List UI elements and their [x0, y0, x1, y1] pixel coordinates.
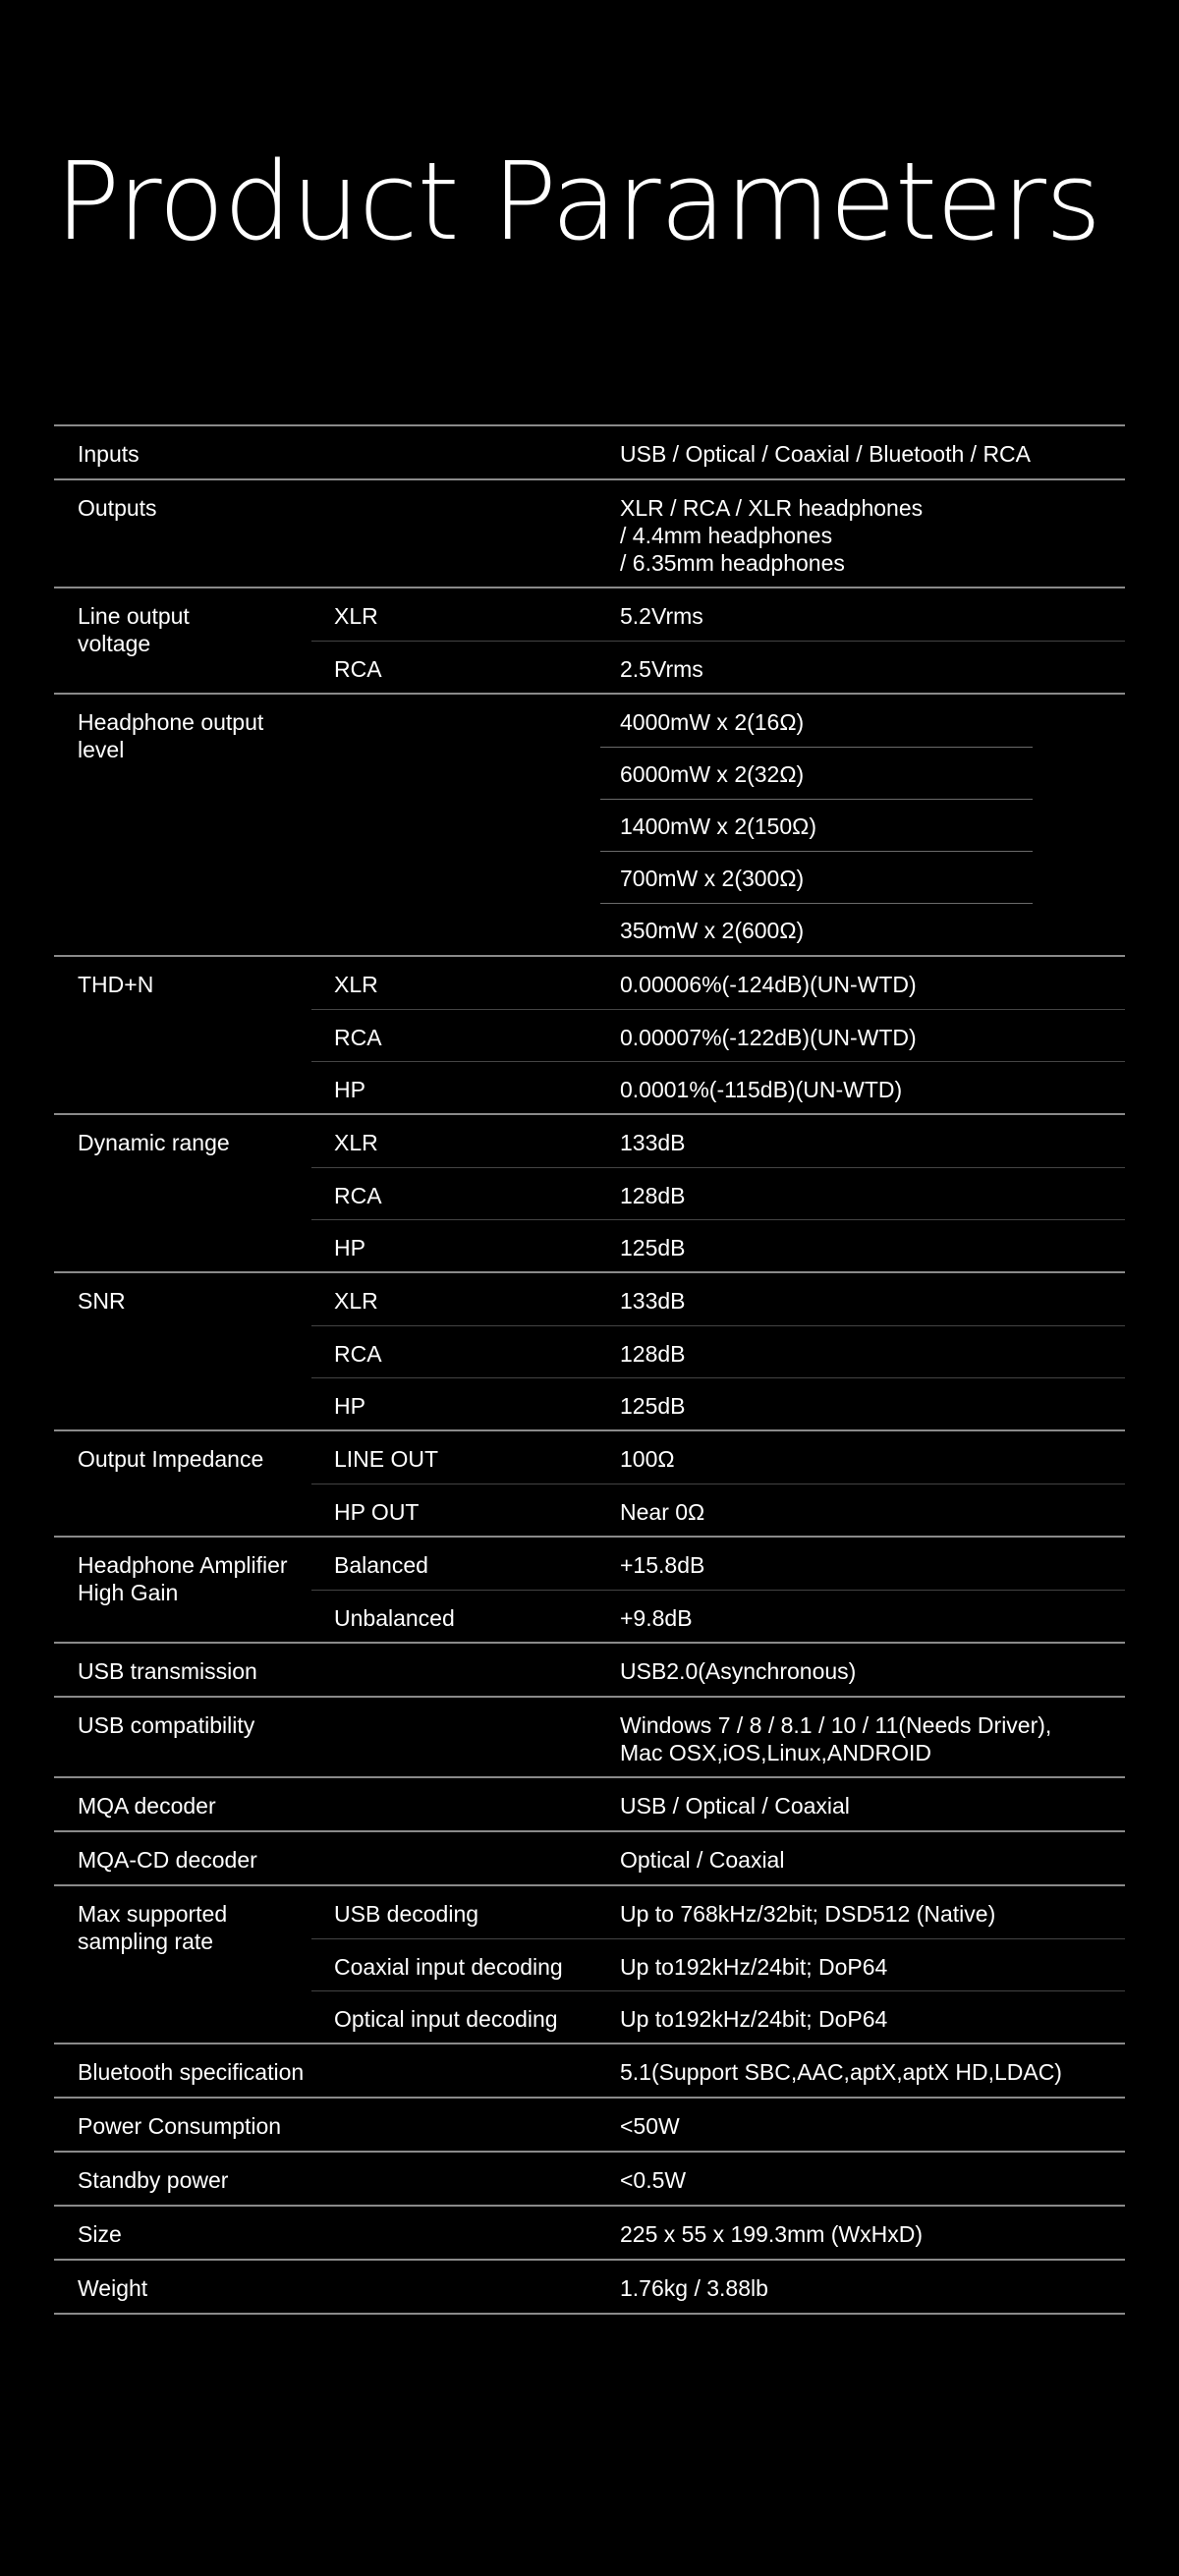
- spec-sub-label: RCA: [334, 656, 382, 682]
- spec-row: [311, 799, 1125, 851]
- spec-rows: [311, 480, 1125, 587]
- spec-row: [311, 1325, 1125, 1377]
- spec-rows: [311, 1431, 1125, 1536]
- spec-sub-label: XLR: [334, 603, 378, 629]
- spec-rows: [311, 2044, 1125, 2097]
- spec-group: [54, 2099, 1125, 2153]
- spec-param-label: MQA decoder: [78, 1793, 216, 1819]
- spec-rows: [311, 1832, 1125, 1884]
- spec-row: [311, 1832, 1125, 1884]
- spec-row: [311, 2261, 1125, 2313]
- spec-group: [54, 1273, 1125, 1431]
- spec-row: [311, 2153, 1125, 2205]
- spec-sub-label: [311, 2207, 600, 2259]
- spec-value: Up to192kHz/24bit; DoP64: [620, 1954, 888, 1980]
- spec-value: 225 x 55 x 199.3mm (WxHxD): [620, 2221, 924, 2247]
- spec-value: Up to 768kHz/32bit; DSD512 (Native): [620, 1901, 996, 1927]
- spec-row: [311, 426, 1125, 478]
- spec-param-label: Standby power: [78, 2167, 229, 2193]
- spec-value: 128dB: [620, 1183, 686, 1208]
- spec-rows: [311, 957, 1125, 1113]
- spec-rows: [311, 1778, 1125, 1830]
- spec-param-label: Line output voltage: [78, 603, 190, 656]
- spec-value: Up to192kHz/24bit; DoP64: [620, 2006, 888, 2032]
- spec-row: [311, 695, 1125, 747]
- spec-value: 128dB: [620, 1341, 686, 1367]
- spec-group: [54, 2153, 1125, 2207]
- spec-value: 4000mW x 2(16Ω): [620, 709, 805, 735]
- spec-group: [54, 957, 1125, 1115]
- spec-row: [311, 957, 1125, 1009]
- spec-group: [54, 2044, 1125, 2099]
- spec-row: [311, 1644, 1125, 1696]
- spec-value: Windows 7 / 8 / 8.1 / 10 / 11(Needs Driver), Mac OSX,iOS,Linux,ANDROID: [620, 1712, 1052, 1765]
- spec-group: [54, 1886, 1125, 2044]
- spec-value: 350mW x 2(600Ω): [620, 918, 805, 943]
- spec-row: [311, 851, 1125, 903]
- spec-param-label: Dynamic range: [78, 1130, 230, 1155]
- spec-rows: [311, 1886, 1125, 2043]
- spec-table: [54, 424, 1125, 2315]
- spec-value: 6000mW x 2(32Ω): [620, 761, 805, 787]
- spec-rows: [311, 1538, 1125, 1642]
- spec-rows: [311, 426, 1125, 478]
- spec-param-label: Max supported sampling rate: [78, 1901, 228, 1954]
- spec-rows: [311, 1115, 1125, 1271]
- spec-value: 5.1(Support SBC,AAC,aptX,aptX HD,LDAC): [620, 2059, 1062, 2085]
- spec-group: [54, 695, 1125, 957]
- spec-row: [311, 1886, 1125, 1938]
- spec-sub-label: RCA: [334, 1025, 382, 1050]
- spec-row: [311, 1115, 1125, 1167]
- spec-group: [54, 1698, 1125, 1778]
- spec-param-label: USB transmission: [78, 1658, 257, 1684]
- spec-value: USB2.0(Asynchronous): [620, 1658, 857, 1684]
- spec-sub-label: [311, 480, 600, 587]
- spec-param-label: Power Consumption: [78, 2113, 282, 2139]
- spec-sub-label: XLR: [334, 972, 378, 997]
- spec-sub-label: [311, 799, 600, 851]
- spec-sub-label: [311, 2044, 600, 2097]
- spec-value: 125dB: [620, 1393, 686, 1419]
- spec-row: [311, 1431, 1125, 1484]
- spec-param-label: Headphone output level: [78, 709, 264, 762]
- spec-sub-label: Unbalanced: [334, 1605, 455, 1631]
- spec-sub-label: RCA: [334, 1341, 382, 1367]
- spec-group: [54, 2261, 1125, 2315]
- spec-param-label: MQA-CD decoder: [78, 1847, 257, 1873]
- spec-sub-label: [311, 2099, 600, 2151]
- spec-row: [311, 1778, 1125, 1830]
- spec-param-label: Headphone Amplifier High Gain: [78, 1552, 288, 1605]
- spec-value: USB / Optical / Coaxial: [620, 1793, 850, 1819]
- spec-row: [311, 747, 1125, 799]
- spec-row: [311, 1698, 1125, 1776]
- spec-rows: [311, 2153, 1125, 2205]
- spec-group: [54, 588, 1125, 695]
- spec-sub-label: [311, 2153, 600, 2205]
- spec-row: [311, 1538, 1125, 1590]
- spec-group: [54, 426, 1125, 480]
- spec-row: [311, 1273, 1125, 1325]
- spec-sub-label: [311, 1778, 600, 1830]
- spec-sub-label: [311, 1698, 600, 1776]
- spec-value: 1.76kg / 3.88lb: [620, 2275, 768, 2301]
- spec-sub-label: [311, 903, 600, 955]
- spec-row: [311, 2044, 1125, 2097]
- spec-group: [54, 1538, 1125, 1644]
- spec-sub-label: [311, 695, 600, 747]
- spec-value: <0.5W: [620, 2167, 687, 2193]
- spec-sub-label: Optical input decoding: [334, 2006, 558, 2032]
- spec-sub-label: USB decoding: [334, 1901, 479, 1927]
- spec-sub-label: HP: [334, 1393, 365, 1419]
- spec-value: 100Ω: [620, 1446, 675, 1472]
- spec-row: [311, 1061, 1125, 1113]
- spec-sub-label: HP: [334, 1235, 365, 1260]
- spec-row: [311, 641, 1125, 693]
- spec-sub-label: [311, 2261, 600, 2313]
- spec-group: [54, 1431, 1125, 1538]
- spec-sub-label: XLR: [334, 1288, 378, 1314]
- page-title: Product Parameters: [55, 139, 1101, 264]
- spec-rows: [311, 695, 1125, 955]
- spec-value: +9.8dB: [620, 1605, 693, 1631]
- spec-row: [311, 1484, 1125, 1536]
- spec-value: 0.00006%(-124dB)(UN-WTD): [620, 972, 917, 997]
- spec-sub-label: HP: [334, 1077, 365, 1102]
- spec-row: [311, 1219, 1125, 1271]
- spec-value: 0.00007%(-122dB)(UN-WTD): [620, 1025, 917, 1050]
- spec-value: XLR / RCA / XLR headphones / 4.4mm headphones / 6.35mm headphones: [620, 495, 924, 576]
- spec-value: 125dB: [620, 1235, 686, 1260]
- spec-sub-label: [311, 1644, 600, 1696]
- spec-value: 0.0001%(-115dB)(UN-WTD): [620, 1077, 903, 1102]
- spec-group: [54, 1115, 1125, 1273]
- spec-param-label: Inputs: [78, 441, 140, 467]
- spec-group: [54, 1832, 1125, 1886]
- spec-group: [54, 1778, 1125, 1832]
- spec-rows: [311, 588, 1125, 693]
- spec-param-label: Weight: [78, 2275, 148, 2301]
- spec-rows: [311, 2207, 1125, 2259]
- spec-rows: [311, 1644, 1125, 1696]
- spec-value: 133dB: [620, 1288, 686, 1314]
- spec-param-label: SNR: [78, 1288, 126, 1314]
- spec-row: [311, 1938, 1125, 1990]
- spec-value: Optical / Coaxial: [620, 1847, 785, 1873]
- spec-row: [311, 903, 1125, 955]
- spec-row: [311, 1009, 1125, 1061]
- spec-value: 5.2Vrms: [620, 603, 703, 629]
- spec-rows: [311, 1698, 1125, 1776]
- spec-row: [311, 1590, 1125, 1642]
- spec-sub-label: LINE OUT: [334, 1446, 439, 1472]
- spec-sub-label: [311, 426, 600, 478]
- spec-sub-label: [311, 747, 600, 799]
- spec-sub-label: Balanced: [334, 1552, 428, 1578]
- spec-sub-label: RCA: [334, 1183, 382, 1208]
- spec-param-label: USB compatibility: [78, 1712, 255, 1738]
- spec-sub-label: XLR: [334, 1130, 378, 1155]
- spec-value: 700mW x 2(300Ω): [620, 866, 805, 891]
- spec-row: [311, 2207, 1125, 2259]
- spec-rows: [311, 2261, 1125, 2313]
- spec-value: <50W: [620, 2113, 680, 2139]
- spec-value: 133dB: [620, 1130, 686, 1155]
- spec-value: 1400mW x 2(150Ω): [620, 813, 816, 839]
- spec-row: [311, 480, 1125, 587]
- spec-row: [311, 1167, 1125, 1219]
- spec-rows: [311, 2099, 1125, 2151]
- spec-row: [311, 1990, 1125, 2043]
- spec-sub-label: [311, 1832, 600, 1884]
- spec-row: [311, 1377, 1125, 1429]
- spec-value: Near 0Ω: [620, 1499, 705, 1525]
- spec-sub-label: Coaxial input decoding: [334, 1954, 563, 1980]
- spec-param-label: Outputs: [78, 495, 157, 521]
- spec-group: [54, 1644, 1125, 1698]
- spec-group: [54, 480, 1125, 588]
- spec-value: +15.8dB: [620, 1552, 705, 1578]
- spec-param-label: Bluetooth specification: [78, 2059, 305, 2085]
- spec-group: [54, 2207, 1125, 2261]
- spec-row: [311, 588, 1125, 641]
- spec-sub-label: [311, 851, 600, 903]
- spec-param-label: Size: [78, 2221, 122, 2247]
- spec-rows: [311, 1273, 1125, 1429]
- spec-row: [311, 2099, 1125, 2151]
- spec-sub-label: HP OUT: [334, 1499, 420, 1525]
- spec-value: 2.5Vrms: [620, 656, 703, 682]
- spec-param-label: Output Impedance: [78, 1446, 264, 1472]
- spec-value: USB / Optical / Coaxial / Bluetooth / RCA: [620, 441, 1032, 467]
- spec-param-label: THD+N: [78, 972, 154, 997]
